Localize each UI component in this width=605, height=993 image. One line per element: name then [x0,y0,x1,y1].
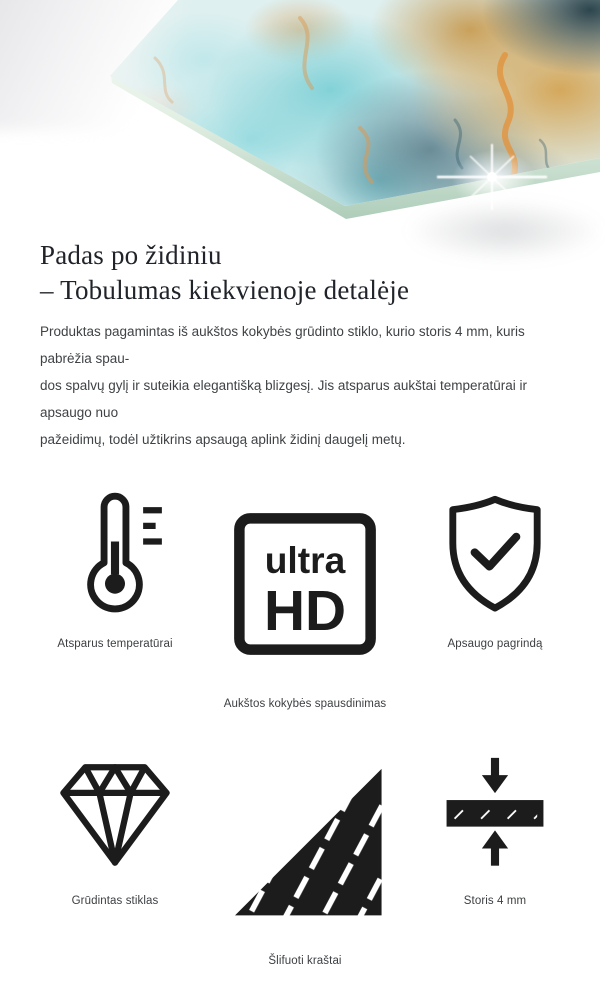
ultra-hd-icon-text-top: ultra [264,539,346,582]
feature-label: Grūdintas stiklas [71,895,159,907]
shield-check-icon [420,479,570,629]
feature-thickness-4mm [420,736,570,967]
hero-image [0,0,600,262]
description-line: Produktas pagamintas iš aukštos kokybės grūdinto stiklo, kurio storis 4 mm, kuris pabrėžia spau- [40,324,525,366]
thickness-icon [420,736,570,886]
polished-edges-icon [200,736,410,946]
feature-label: Apsaugo pagrindą [447,638,543,650]
description-line: pažeidimų, todėl užtikrins apsaugą aplink židinį daugelį metų. [40,432,406,447]
sparkle-flare-icon [432,132,552,222]
ultra-hd-icon-text-bottom: HD [263,579,347,643]
ultra-hd-icon [200,479,410,689]
feature-label: Storis 4 mm [463,895,527,907]
feature-tempered-glass [40,736,190,967]
feature-ultra-hd-print [200,479,410,710]
page-title-line1: Padas po židiniu [40,240,222,270]
feature-protects-base [420,479,570,710]
feature-label: Šlifuoti kraštai [268,955,342,967]
page-title-line2: – Tobulumas kiekvienoje detalėje [40,275,410,305]
product-description [40,318,570,453]
feature-label: Atsparus temperatūrai [57,638,173,650]
description-line: dos spalvų gylį ir suteikia elegantišką blizgesį. Jis atsparus aukštai temperatūrai ir apsaugo nuo [40,378,527,420]
feature-label: Aukštos kokybės spausdinimas [223,698,387,710]
thermometer-icon [40,479,190,629]
feature-heat-resistant [40,479,190,710]
diamond-icon [40,736,190,886]
content-area [0,232,600,993]
feature-polished-edges [200,736,410,967]
feature-grid [40,479,570,993]
